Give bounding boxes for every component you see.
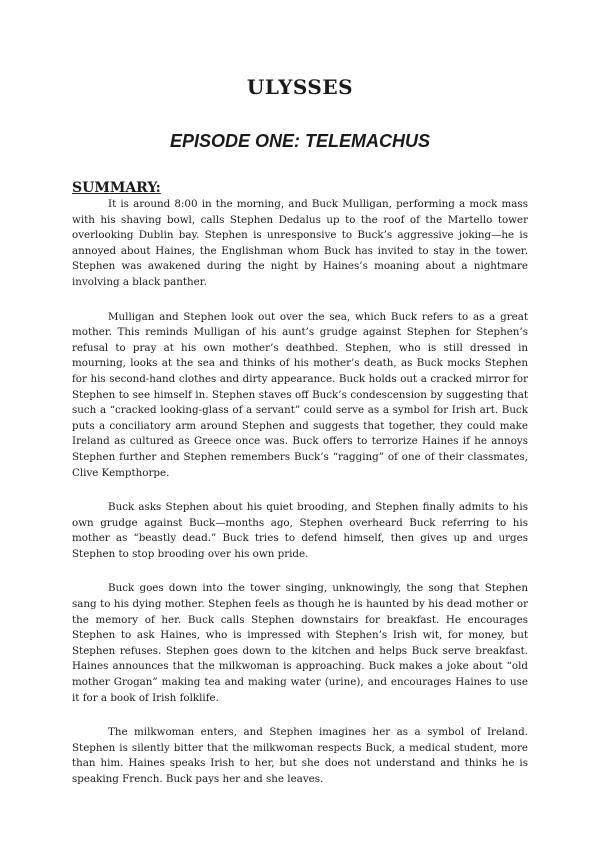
summary-heading: SUMMARY: [72, 180, 161, 196]
summary-body [72, 197, 528, 807]
episode-heading: EPISODE ONE: TELEMACHUS [169, 131, 431, 151]
document-title: ULYSSES [246, 75, 354, 99]
paragraph: Buck goes down into the tower singing, unknowingly, the song that Stephen sang to his dying mother. Stephen feels as though he is haunted by his dead mother or the memory of her. Buck calls Stephen downstairs for breakfast. He encourages Stephen to ask Haines, who is impressed with Stephen’s Irish wit, for money, but Stephen refuses. Stephen goes down to the kitchen and helps Buck serve breakfast. Haines announces that the milkwoman is approaching. Buck makes a joke about “old mother Grogan” making tea and making water (urine), and encourages Haines to use it for a book of Irish folklife. [72, 582, 528, 704]
paragraph: It is around 8:00 in the morning, and Buck Mulligan, performing a mock mass with his shaving bowl, calls Stephen Dedalus up to the roof of the Martello tower overlooking Dublin bay. Stephen is unresponsive to Buck’s aggressive joking—he is annoyed about Haines, the Englishman whom Buck has invited to stay in the tower. Stephen was awakened during the night by Haines’s moaning about a nightmare involving a black panther. [72, 198, 528, 288]
paragraph: Buck asks Stephen about his quiet brooding, and Stephen finally admits to his own grudge against Buck—months ago, Stephen overheard Buck referring to his mother as “beastly dead.” Buck tries to defend himself, then gives up and urges Stephen to stop brooding over his own pride. [72, 501, 528, 560]
document-page [72, 0, 528, 848]
paragraph: Mulligan and Stephen look out over the sea, which Buck refers to as a great mother. This reminds Mulligan of his aunt’s grudge against Stephen for Stephen’s refusal to pray at his own mother’s deathbed. Stephen, who is still dressed in mourning, looks at the sea and thinks of his mother’s death, as Buck mocks Stephen for his second-hand clothes and dirty appearance. Buck holds out a cracked mirror for Stephen to see himself in. Stephen staves off Buck’s condescension by suggesting that such a “cracked looking-glass of a servant” could serve as a symbol for Irish art. Buck puts a conciliatory arm around Stephen and suggests that together, they could make Ireland as cultured as Greece once was. Buck offers to terrorize Haines if he annoys Stephen further and Stephen remembers Buck’s “ragging” of one of their classmates, Clive Kempthorpe. [72, 310, 528, 479]
paragraph: The milkwoman enters, and Stephen imagines her as a symbol of Ireland. Stephen is silently bitter that the milkwoman respects Buck, a medical student, more than him. Haines speaks Irish to her, but she does not understand and thinks he is speaking French. Buck pays her and she leaves. [72, 726, 528, 785]
